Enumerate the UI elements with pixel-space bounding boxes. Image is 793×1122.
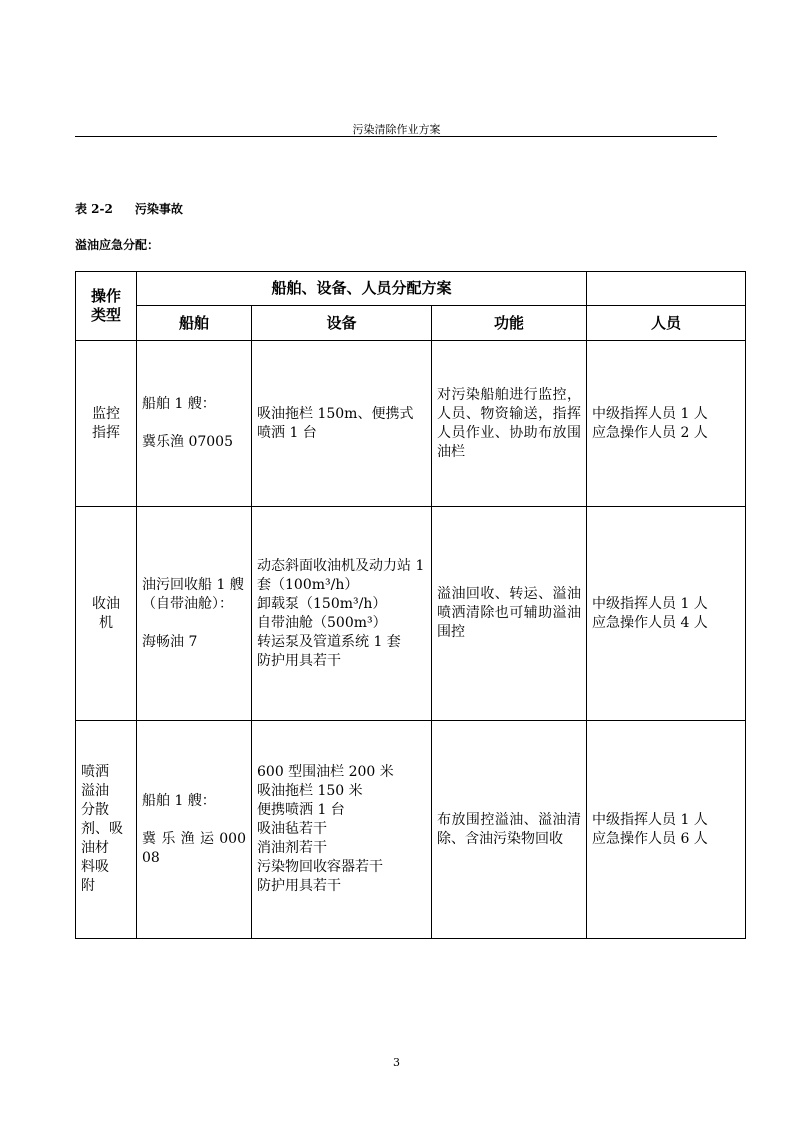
table-title: 污染事故 [134, 202, 183, 216]
cell-ship: 船舶 1 艘： 冀乐渔 07005 [137, 341, 252, 507]
header-blank [587, 272, 746, 306]
header-equipment: 设备 [252, 306, 432, 341]
cell-operation-type: 收油 机 [76, 507, 137, 721]
cell-ship: 油污回收船 1 艘（自带油舱）： 海畅油 7 [137, 507, 252, 721]
table-row [76, 341, 746, 507]
header-rule [75, 136, 717, 137]
cell-personnel: 中级指挥人员 1 人 应急操作人员 2 人 [587, 341, 746, 507]
cell-equipment: 600 型围油栏 200 米 吸油拖栏 150 米 便携喷洒 1 台 吸油毡若干 消油剂若干 污染物回收容器若干 防护用具若干 [252, 721, 432, 939]
running-header: 污染清除作业方案 [352, 123, 441, 136]
cell-function: 溢油回收、转运、溢油喷洒清除也可辅助溢油围控 [432, 507, 587, 721]
header-personnel: 人员 [587, 306, 746, 341]
table-caption [75, 200, 183, 217]
cell-personnel: 中级指挥人员 1 人 应急操作人员 6 人 [587, 721, 746, 939]
table-subcaption: 溢油应急分配： [75, 238, 160, 252]
cell-equipment: 吸油拖栏 150m、便携式喷洒 1 台 [252, 341, 432, 507]
table-row [76, 507, 746, 721]
header-function: 功能 [432, 306, 587, 341]
cell-function: 对污染船舶进行监控，人员、物资输送，指挥人员作业、协助布放围油栏 [432, 341, 587, 507]
table-number: 表 2-2 [75, 202, 113, 216]
table-row [76, 721, 746, 939]
cell-personnel: 中级指挥人员 1 人 应急操作人员 4 人 [587, 507, 746, 721]
allocation-table [75, 271, 746, 939]
cell-equipment: 动态斜面收油机及动力站 1 套（100m³/h） 卸载泵（150m³/h） 自带油舱（500m³） 转运泵及管道系统 1 套 防护用具若干 [252, 507, 432, 721]
cell-operation-type: 喷洒 溢油 分散 剂、吸 油材 料吸 附 [76, 721, 137, 939]
header-operation-type: 操作 类型 [76, 272, 137, 341]
table-header-row-1 [76, 272, 746, 306]
page-number: 3 [393, 1056, 400, 1069]
cell-function: 布放围控溢油、溢油清除、含油污染物回收 [432, 721, 587, 939]
cell-operation-type: 监控 指挥 [76, 341, 137, 507]
header-allocation-plan: 船舶、设备、人员分配方案 [137, 272, 587, 306]
cell-ship: 船舶 1 艘： 冀 乐 渔 运 00008 [137, 721, 252, 939]
table-header-row-2 [76, 306, 746, 341]
header-ship: 船舶 [137, 306, 252, 341]
